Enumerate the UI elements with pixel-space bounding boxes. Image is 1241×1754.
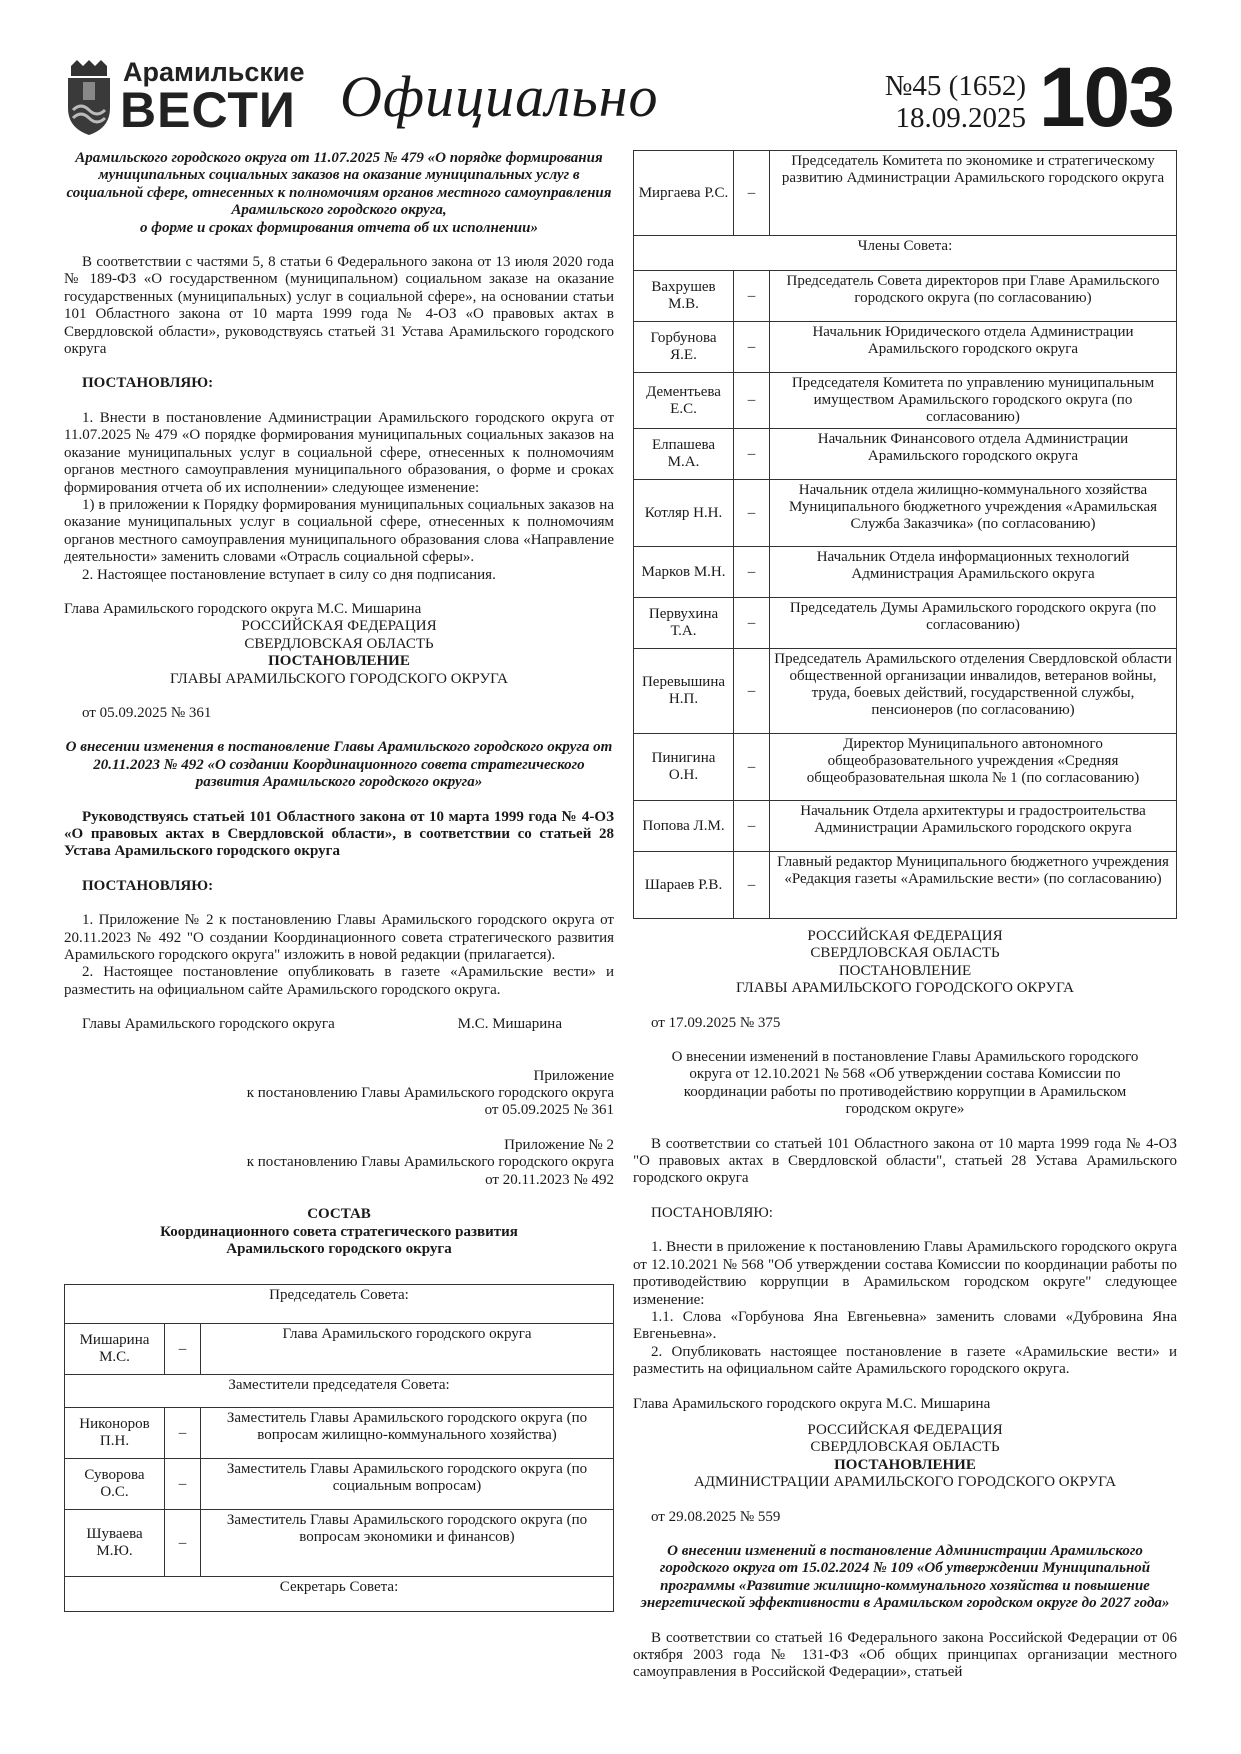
member-post: Председатель Думы Арамильского городского округа (по согласованию)	[770, 598, 1177, 649]
council-table-part1	[64, 1284, 614, 1612]
doc3-item-1: 1. Внести в приложение к постановлению Главы Арамильского городского округа от 12.10.2021 № 568 "Об утверждении состава Комиссии по координации работы по противодействию коррупции в Арамильском городском округе" следующее изменение:	[633, 1239, 1177, 1308]
member-dash: –	[734, 429, 770, 480]
member-dash: –	[734, 801, 770, 852]
member-dash: –	[734, 480, 770, 547]
member-dash: –	[734, 852, 770, 919]
member-dash: –	[734, 547, 770, 598]
doc1-signature: Глава Арамильского городского округа М.С. Мишарина	[64, 600, 422, 617]
member-name: Пинигина О.Н.	[634, 734, 734, 801]
table-row	[65, 1375, 614, 1408]
member-post: Начальник отдела жилищно-коммунального хозяйства Муниципального бюджетного учреждения «Арамильская Служба Заказчика» (по согласованию)	[770, 480, 1177, 547]
table-row	[634, 480, 1177, 547]
doc3-header-glavy: ГЛАВЫ АРАМИЛЬСКОГО ГОРОДСКОГО ОКРУГА	[735, 980, 1075, 997]
chair-heading: Председатель Совета:	[65, 1285, 614, 1324]
doc1-item-1: 1. Внести в постановление Администрации Арамильского городского округа от 11.07.2025 № 479 «О порядке формирования муниципальных социальных заказов на оказание муниципальных услуг в социальной сфере, отнесенных к полномочиям органов местного самоуправления муниципального образования, о форме и сроках формирования отчета об их исполнении» следующее изменение:	[64, 409, 614, 496]
doc3-signature: Глава Арамильского городского округа М.С. Мишарина	[633, 1395, 991, 1412]
member-post: Директор Муниципального автономного общеобразовательного учреждения «Средняя общеобразовательная школа № 1 (по согласованию)	[770, 734, 1177, 801]
city-crest-icon	[65, 58, 113, 136]
doc2-basis: Руководствуясь статьей 101 Областного закона от 10 марта 1999 года № 4-ОЗ «О правовых актах в Свердловской области», в соответствии со статьей 28 Устава Арамильского городского округа	[64, 808, 614, 860]
table-row	[634, 151, 1177, 236]
member-dash: –	[734, 598, 770, 649]
member-post: Главный редактор Муниципального бюджетного учреждения «Редакция газеты «Арамильские вести» (по согласованию)	[770, 852, 1177, 919]
logo-title-big: ВЕСТИ	[120, 82, 296, 138]
doc4-header-adm: АДМИНИСТРАЦИИ АРАМИЛЬСКОГО ГОРОДСКОГО ОКРУГА	[693, 1474, 1117, 1491]
member-dash: –	[734, 322, 770, 373]
member-post: Начальник Отдела архитектуры и градостроительства Администрации Арамильского городского округа	[770, 801, 1177, 852]
table-row	[634, 547, 1177, 598]
member-post: Заместитель Главы Арамильского городского округа (по социальным вопросам)	[201, 1459, 614, 1510]
member-name: Перевышина Н.П.	[634, 649, 734, 734]
member-dash: –	[734, 271, 770, 322]
composition-title: СОСТАВ	[307, 1206, 371, 1223]
table-row	[634, 598, 1177, 649]
issue-date: 18.09.2025	[895, 102, 1026, 134]
doc3-header-oblast: СВЕРДЛОВСКАЯ ОБЛАСТЬ	[810, 945, 1000, 962]
member-name: Миргаева Р.С.	[634, 151, 734, 236]
member-post: Начальник Финансового отдела Администрации Арамильского городского округа	[770, 429, 1177, 480]
member-post: Председателя Комитета по управлению муниципальным имуществом Арамильского городского округа (по согласованию)	[770, 373, 1177, 429]
member-dash: –	[734, 373, 770, 429]
doc3-header-rf: РОССИЙСКАЯ ФЕДЕРАЦИЯ	[807, 928, 1003, 944]
doc3-resolve: ПОСТАНОВЛЯЮ:	[651, 1204, 773, 1221]
logo-title-small: Арамильские	[123, 57, 305, 87]
table-row	[65, 1408, 614, 1459]
doc4-date: от 29.08.2025 № 559	[651, 1508, 781, 1525]
doc1-resolve: ПОСТАНОВЛЯЮ:	[82, 375, 214, 392]
doc3-item-1-1: 1.1. Слова «Горбунова Яна Евгеньевна» заменить словами «Дубровина Яна Евгеньевна».	[633, 1308, 1177, 1343]
doc2-header-rf: РОССИЙСКАЯ ФЕДЕРАЦИЯ	[241, 618, 437, 635]
issue-info	[885, 70, 1026, 134]
appendix2-ref: к постановлению Главы Арамильского городского округа	[246, 1154, 614, 1171]
table-row	[634, 373, 1177, 429]
member-name: Первухина Т.А.	[634, 598, 734, 649]
table-row	[65, 1459, 614, 1510]
member-dash: –	[734, 649, 770, 734]
table-row	[634, 852, 1177, 919]
doc3-basis: В соответствии со статьей 101 Областного закона от 10 марта 1999 года № 4-ОЗ "О правовых актах в Свердловской области", статьей 28 Устава Арамильского городского округа	[633, 1135, 1177, 1187]
doc2-signature-role: Главы Арамильского городского округа	[82, 1016, 335, 1033]
member-post: Начальник Отдела информационных технологий Администрация Арамильского округа	[770, 547, 1177, 598]
doc3-date: от 17.09.2025 № 375	[651, 1014, 781, 1031]
composition-subtitle-1: Координационного совета стратегического развития	[160, 1223, 518, 1240]
doc2-signature	[64, 1016, 614, 1033]
doc2-signature-name: М.С. Мишарина	[457, 1016, 562, 1033]
member-name: Вахрушев М.В.	[634, 271, 734, 322]
table-row	[634, 236, 1177, 271]
doc3-header-post: ПОСТАНОВЛЕНИЕ	[838, 962, 972, 979]
doc1-item-1-1: 1) в приложении к Порядку формирования муниципальных социальных заказов на оказание муниципальных услуг в социальной сфере, отнесенных к полномочиям органов местного самоуправления муниципального образования слова «Направление деятельности» заменить словами «Отрасль социальной сферы».	[64, 496, 614, 566]
doc2-date: от 05.09.2025 № 361	[82, 704, 212, 721]
doc2-header-glavy: ГЛАВЫ АРАМИЛЬСКОГО ГОРОДСКОГО ОКРУГА	[169, 670, 509, 687]
doc3-title: О внесении изменений в постановление Главы Арамильского городского округа от 12.10.2021 № 568 «Об утверждении состава Комиссии по координации работы по противодействию коррупции в Арамильском городском округе»	[671, 1049, 1139, 1118]
doc4-basis: В соответствии со статьей 16 Федерального закона Российской Федерации от 06 октября 2003 года № 131-ФЗ «Об общих принципах организации местного самоуправления в Российской Федерации», статьей	[633, 1629, 1177, 1681]
member-dash: –	[165, 1324, 201, 1375]
table-row	[634, 649, 1177, 734]
secretary-heading: Секретарь Совета:	[65, 1577, 614, 1612]
doc4-title: О внесении изменений в постановление Администрации Арамильского городского округа от 15.02.2024 № 109 «Об утверждении Муниципальной программы «Развитие жилищно-коммунального хозяйства и повышение энергетической эффективности в Арамильском городском округе до 2027 года»	[640, 1542, 1170, 1612]
table-row	[634, 271, 1177, 322]
council-table-part2	[633, 150, 1177, 919]
table-row	[634, 734, 1177, 801]
doc1-intro: В соответствии с частями 5, 8 статьи 6 Федерального закона от 13 июля 2020 года № 189-ФЗ «О государственном (муниципальном) социальном заказе на оказание государственных (муниципальных) услуг в социальной сфере», на основании статьи 101 Областного закона от 10 марта 1999 года № 4-ОЗ «О правовых актах в Свердловской области», руководствуясь статьей 31 Устава Арамильского городского округа	[64, 254, 614, 358]
member-post: Председатель Совета директоров при Главе Арамильского городского округа (по согласованию)	[770, 271, 1177, 322]
doc4-header-oblast: СВЕРДЛОВСКАЯ ОБЛАСТЬ	[810, 1439, 1000, 1456]
issue-number: №45 (1652)	[884, 70, 1026, 102]
table-row	[634, 429, 1177, 480]
member-post: Начальник Юридического отдела Администрации Арамильского городского округа	[770, 322, 1177, 373]
doc1-title-continued: Арамильского городского округа от 11.07.2025 № 479 «О порядке формирования муниципальных социальных заказов на оказание муниципальных услуг в социальной сфере, отнесенных к полномочиям органов местного самоуправления Арамильского городского округа,	[66, 150, 612, 219]
table-row	[634, 322, 1177, 373]
doc3-item-2: 2. Опубликовать настоящее постановление в газете «Арамильские вести» и разместить на официальном сайте Арамильского городского округа.	[633, 1343, 1177, 1378]
member-dash: –	[734, 734, 770, 801]
doc1-title-continued-2: о форме и сроках формирования отчета об их исполнении»	[140, 219, 538, 236]
member-name: Дементьева Е.С.	[634, 373, 734, 429]
member-name: Суворова О.С.	[65, 1459, 165, 1510]
right-column	[633, 150, 1177, 1682]
appendix2-title: Приложение № 2	[504, 1136, 614, 1153]
member-post: Заместитель Главы Арамильского городского округа (по вопросам жилищно-коммунального хозяйства)	[201, 1408, 614, 1459]
doc2-header-post: ПОСТАНОВЛЕНИЕ	[268, 653, 410, 670]
appendix1-ref: к постановлению Главы Арамильского городского округа	[246, 1085, 614, 1102]
member-post: Председатель Комитета по экономике и стратегическому развитию Администрации Арамильского городского округа	[770, 151, 1177, 236]
table-row	[65, 1285, 614, 1324]
left-column	[64, 150, 614, 1612]
member-name: Марков М.Н.	[634, 547, 734, 598]
newspaper-logo	[65, 58, 310, 136]
member-name: Горбунова Я.Е.	[634, 322, 734, 373]
member-name: Попова Л.М.	[634, 801, 734, 852]
doc2-resolve: ПОСТАНОВЛЯЮ:	[82, 877, 214, 894]
doc1-item-2: 2. Настоящее постановление вступает в силу со дня подписания.	[82, 566, 496, 583]
appendix1-date: от 05.09.2025 № 361	[484, 1102, 614, 1119]
table-row	[65, 1577, 614, 1612]
composition-subtitle-2: Арамильского городского округа	[226, 1240, 452, 1257]
section-title: Официально	[340, 64, 659, 129]
doc2-title: О внесении изменения в постановление Главы Арамильского городского округа от 20.11.2023 № 492 «О создании Координационного совета стратегического развития Арамильского городского округа»	[65, 739, 613, 791]
deputies-heading: Заместители председателя Совета:	[65, 1375, 614, 1408]
member-name: Шараев Р.В.	[634, 852, 734, 919]
members-heading: Члены Совета:	[634, 236, 1177, 271]
masthead	[0, 0, 1241, 150]
doc2-item-2: 2. Настоящее постановление опубликовать в газете «Арамильские вести» и разместить на официальном сайте Арамильского городского округа.	[64, 964, 614, 998]
member-name: Шуваева М.Ю.	[65, 1510, 165, 1577]
member-name: Никоноров П.Н.	[65, 1408, 165, 1459]
member-dash: –	[734, 151, 770, 236]
table-row	[65, 1324, 614, 1375]
doc4-header-post: ПОСТАНОВЛЕНИЕ	[834, 1456, 976, 1473]
member-post: Заместитель Главы Арамильского городского округа (по вопросам экономики и финансов)	[201, 1510, 614, 1577]
member-dash: –	[165, 1510, 201, 1577]
page-number: 103	[1038, 50, 1173, 144]
member-name: Елпашева М.А.	[634, 429, 734, 480]
doc2-item-1: 1. Приложение № 2 к постановлению Главы Арамильского городского округа от 20.11.2023 № 492 "О создании Координационного совета стратегического развития Арамильского городского округа" изложить в новой редакции (прилагается).	[64, 912, 614, 964]
member-name: Мишарина М.С.	[65, 1324, 165, 1375]
appendix1-title: Приложение	[533, 1067, 614, 1084]
doc4-header-rf: РОССИЙСКАЯ ФЕДЕРАЦИЯ	[807, 1421, 1003, 1438]
doc2-header-oblast: СВЕРДЛОВСКАЯ ОБЛАСТЬ	[244, 635, 434, 652]
member-dash: –	[165, 1408, 201, 1459]
member-dash: –	[165, 1459, 201, 1510]
member-post: Глава Арамильского городского округа	[201, 1324, 614, 1375]
member-name: Котляр Н.Н.	[634, 480, 734, 547]
table-row	[634, 801, 1177, 852]
table-row	[65, 1510, 614, 1577]
appendix2-date: от 20.11.2023 № 492	[485, 1171, 614, 1188]
member-post: Председатель Арамильского отделения Свердловской области общественной организации инвалидов, ветеранов войны, труда, боевых действий, государственной службы, пенсионеров (по согласованию)	[770, 649, 1177, 734]
